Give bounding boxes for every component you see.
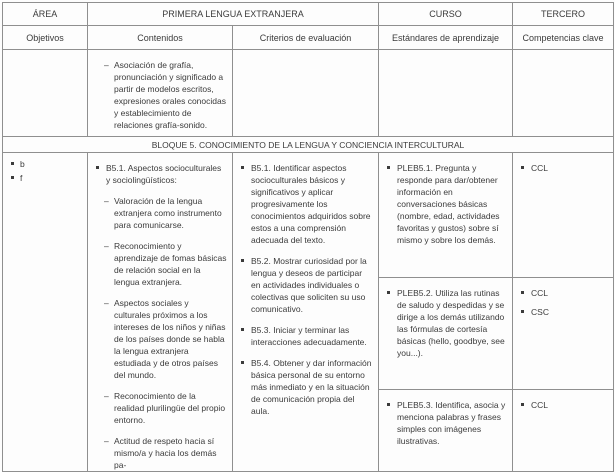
criterio-text: B5.1. Identificar aspectos socioculturales básicos y significativos y aplicar progresivamente los conocimientos adquiridos sobre estos a una comprensión adecuada del texto.	[251, 163, 371, 245]
contenido-text: Reconocimiento de la realidad plurilingüe del propio entorno.	[114, 391, 226, 425]
contenido-text: Aspectos sociales y culturales próximos a los intereses de los niños y niñas de los países donde se habla la lengua extranjera estudiada y de otros países del mundo.	[114, 298, 226, 380]
column-header-competencias: Competencias clave	[513, 26, 614, 50]
table-header-row-1	[3, 3, 614, 26]
objetivo-letter: b	[20, 159, 25, 169]
competencia-text: CCL	[531, 288, 549, 299]
square-bullet-icon	[387, 403, 390, 406]
criterios-cell	[233, 153, 379, 472]
square-bullet-icon	[521, 310, 524, 313]
contenido-text: Actitud de respeto hacia sí mismo/a y hacia los demás pa-	[114, 436, 217, 470]
contenido-text: Valoración de la lengua extranjera como instrumento para comunicarse.	[114, 196, 222, 230]
bloque5-row-1	[3, 153, 614, 278]
estandar-cell-2	[379, 278, 513, 389]
estandar-item	[387, 287, 507, 359]
square-bullet-icon	[241, 259, 244, 262]
empty-criterios-cell	[233, 50, 379, 137]
document-page	[0, 2, 615, 470]
curriculum-table	[2, 2, 614, 472]
competencia-item	[521, 287, 608, 299]
empty-objetivos-cell	[3, 50, 88, 137]
contenido-text: Reconocimiento y aprendizaje de fomas básicas de relación social en la lengua extranjera.	[114, 241, 227, 287]
column-header-contenidos: Contenidos	[88, 26, 233, 50]
square-bullet-icon	[387, 166, 390, 169]
header-curso-value: TERCERO	[513, 3, 614, 26]
criterio-item	[241, 357, 373, 417]
competencias-cell-1	[513, 153, 614, 278]
estandar-item	[387, 162, 507, 246]
square-bullet-icon	[387, 291, 390, 294]
dash-bullet-icon	[104, 195, 114, 207]
criterio-item	[241, 162, 373, 246]
empty-estandares-cell	[379, 50, 513, 137]
estandar-cell-1	[379, 153, 513, 278]
contenido-tail-text: Asociación de grafía, pronunciación y significado a partir de modelos escritos, expresiones orales conocidas y establecimiento de relaciones grafía-sonido.	[114, 60, 226, 130]
square-bullet-icon	[11, 162, 14, 165]
column-header-objetivos: Objetivos	[3, 26, 88, 50]
square-bullet-icon	[96, 166, 99, 169]
contenidos-cell	[88, 153, 233, 472]
contenido-heading-text: B5.1. Aspectos socioculturales y sociolingüísticos:	[106, 163, 222, 185]
contenido-item	[104, 390, 227, 426]
square-bullet-icon	[241, 328, 244, 331]
estandar-text: PLEB5.3. Identifica, asocia y menciona palabras y frases simples con imágenes ilustrativas.	[397, 399, 506, 446]
dash-bullet-icon	[104, 390, 114, 402]
dash-bullet-icon	[104, 240, 114, 252]
square-bullet-icon	[521, 291, 524, 294]
square-bullet-icon	[521, 403, 524, 406]
square-bullet-icon	[241, 166, 244, 169]
competencias-cell-2	[513, 278, 614, 389]
contenido-heading-item	[96, 162, 227, 186]
header-area-label: ÁREA	[3, 3, 88, 26]
criterio-item	[241, 255, 373, 315]
bloque-banner-title: BLOQUE 5. CONOCIMIENTO DE LA LENGUA Y CONCIENCIA INTERCULTURAL	[3, 137, 614, 153]
square-bullet-icon	[11, 176, 14, 179]
objetivos-cell	[3, 153, 88, 472]
contenido-item	[104, 240, 227, 288]
square-bullet-icon	[241, 361, 244, 364]
competencia-text: CCL	[531, 399, 549, 410]
header-curso-label: CURSO	[379, 3, 513, 26]
list-item	[104, 59, 227, 131]
criterio-text: B5.2. Mostrar curiosidad por la lengua y deseos de participar en actividades individuales o colectivas que soliciten su uso comunicativo.	[251, 256, 367, 314]
contenidos-tail-cell	[88, 50, 233, 137]
objetivo-letter: f	[20, 173, 23, 183]
bloque-banner-row	[3, 137, 614, 153]
column-header-criterios: Criterios de evaluación	[233, 26, 379, 50]
competencia-text: CCL	[531, 163, 549, 173]
criterio-text: B5.3. Iniciar y terminar las interacciones adecuadamente.	[251, 325, 367, 347]
dash-bullet-icon	[104, 59, 114, 71]
contenido-item	[104, 297, 227, 381]
estandar-cell-3	[379, 389, 513, 471]
column-header-estandares: Estándares de aprendizaje	[379, 26, 513, 50]
competencia-item	[521, 306, 608, 318]
header-area-value: PRIMERA LENGUA EXTRANJERA	[88, 3, 379, 26]
estandar-text: PLEB5.1. Pregunta y responde para dar/obtener información en conversaciones básicas (nombre, edad, actividades favoritas y gustos) sobre sí mismo y sobre los demás.	[397, 163, 500, 245]
competencia-item	[521, 399, 608, 411]
objetivo-item	[9, 172, 84, 184]
table-header-row-2	[3, 26, 614, 50]
estandar-text: PLEB5.2. Utiliza las rutinas de saludo y despedidas y se dirige a los demás utilizando las fórmulas de cortesía básicas (hello, goodbye, see you...).	[397, 288, 505, 359]
competencias-cell-3	[513, 389, 614, 471]
competencia-text: CSC	[531, 307, 549, 318]
estandar-item	[387, 399, 507, 447]
contenido-item	[104, 435, 227, 471]
criterio-text: B5.4. Obtener y dar información básica personal de su entorno más inmediato y en la situación de comunicación propia del aula.	[251, 358, 372, 416]
empty-competencias-cell	[513, 50, 614, 137]
objetivo-item	[9, 158, 84, 170]
dash-bullet-icon	[104, 435, 114, 447]
criterio-item	[241, 324, 373, 348]
dash-bullet-icon	[104, 297, 114, 309]
square-bullet-icon	[521, 166, 524, 169]
competencia-item	[521, 162, 608, 174]
contenido-item	[104, 195, 227, 231]
previous-block-tail-row	[3, 50, 614, 137]
